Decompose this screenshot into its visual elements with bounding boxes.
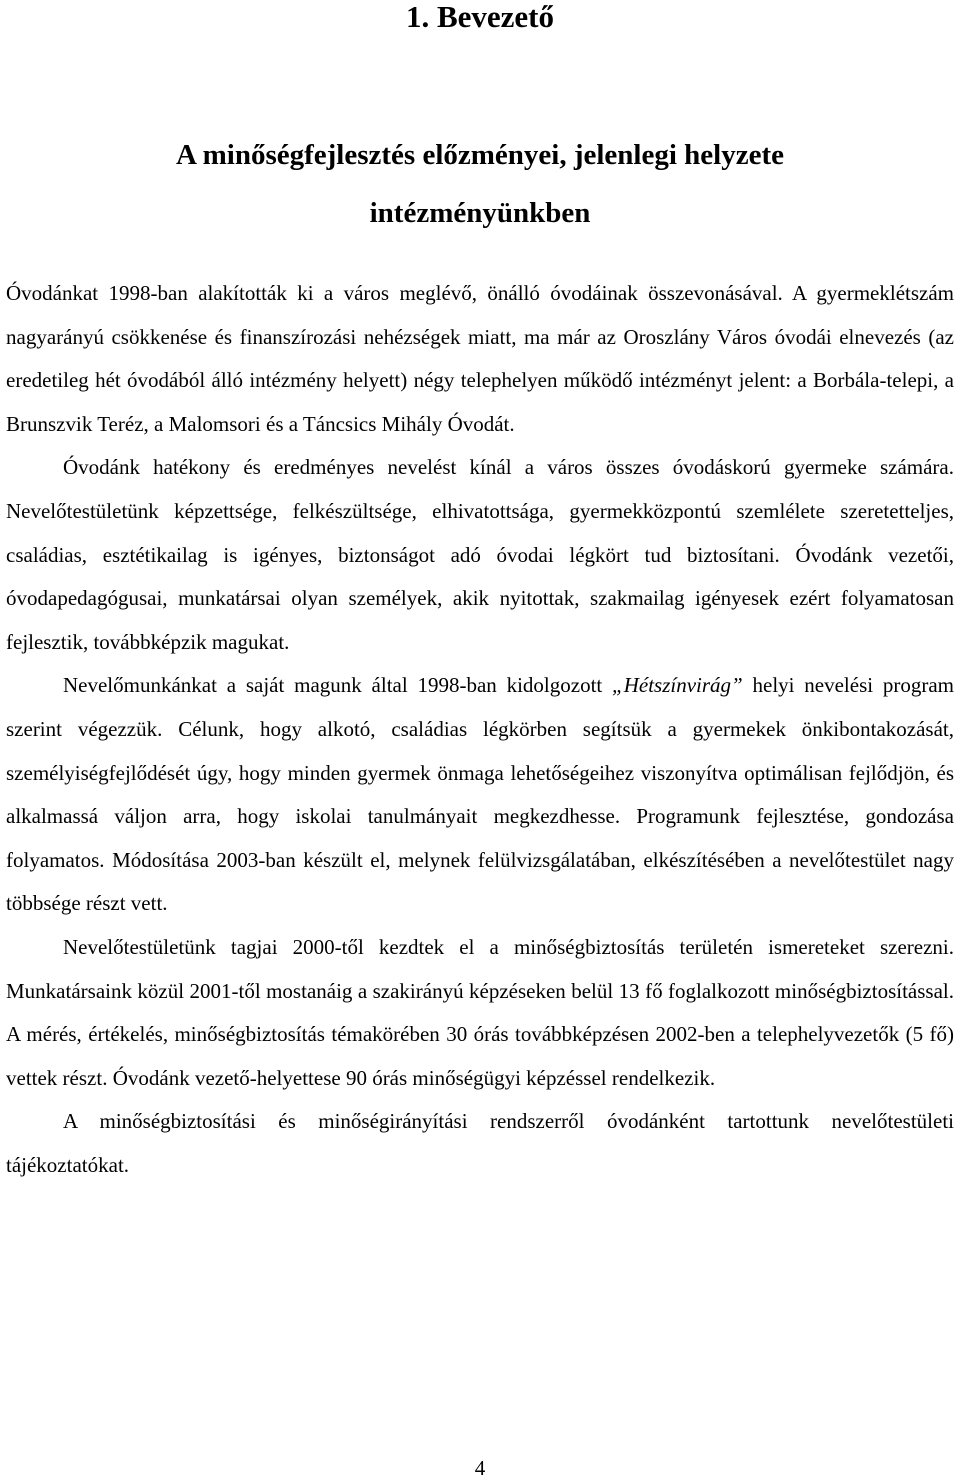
- section-title-line-1: A minőségfejlesztés előzményei, jelenlegi helyzete: [176, 139, 784, 171]
- paragraph-5: A minőségbiztosítási és minőségirányítási rendszerről óvodánként tartottunk nevelőtestületi tájékoztatókat.: [6, 1109, 954, 1177]
- page-number: 4: [474, 1456, 486, 1480]
- paragraph-2: Óvodánk hatékony és eredményes nevelést kínál a város összes óvodáskorú gyermeke számára. Nevelőtestületünk képzettsége, felkészültsége, elhivatottsága, gyermekközpontú szemlélete szeretetteljes, családias, esztétikailag is igényes, biztonságot adó óvodai légkört tud biztosítani. Óvodánk vezetői, óvodapedagógusai, munkatársai olyan személyek, akik nyitottak, szakmailag igényesek ezért folyamatosan fejlesztik, továbbképzik magukat.: [6, 455, 954, 654]
- program-title: „Hétszínvirág”: [612, 673, 743, 698]
- paragraph-3: [6, 664, 954, 926]
- body-text: [6, 272, 954, 1187]
- section-title-line-2: intézményünkben: [369, 197, 591, 229]
- chapter-title: 1. Bevezető: [405, 0, 555, 34]
- paragraph-1: Óvodánkat 1998-ban alakították ki a város meglévő, önálló óvodáinak összevonásával. A gyermeklétszám nagyarányú csökkenése és finanszírozási nehézségek miatt, ma már az Oroszlány Város óvodái elnevezés (az eredetileg hét óvodából álló intézmény helyett) négy telephelyen működő intézményt jelent: a Borbála-telepi, a Brunszvik Teréz, a Malomsori és a Táncsics Mihály Óvodát.: [6, 281, 954, 436]
- paragraph-3-rest: helyi nevelési program szerint végezzük. Célunk, hogy alkotó, családias légkörben segítsük a gyermekek önkibontakozását, személyiségfejlődését úgy, hogy minden gyermek önmaga lehetőségeihez viszonyítva optimálisan fejlődjön, és alkalmassá váljon arra, hogy iskolai tanulmányait megkezdhesse. Programunk fejlesztése, gondozása folyamatos. Módosítása 2003-ban készült el, melynek felülvizsgálatában, elkészítésében a nevelőtestület nagy többsége részt vett.: [6, 673, 955, 916]
- paragraph-4: Nevelőtestületünk tagjai 2000-től kezdtek el a minőségbiztosítás területén ismereteket szerezni. Munkatársaink közül 2001-től mostanáig a szakirányú képzéseken belül 13 fő foglalkozott minőségbiztosítással. A mérés, értékelés, minőségbiztosítás témakörében 30 órás továbbképzésen 2002-ben a telephelyvezetők (5 fő) vettek részt. Óvodánk vezető-helyettese 90 órás minőségügyi képzéssel rendelkezik.: [6, 934, 954, 1090]
- paragraph-3-lead: Nevelőmunkánkat a saját magunk által 1998-ban kidolgozott: [63, 673, 613, 698]
